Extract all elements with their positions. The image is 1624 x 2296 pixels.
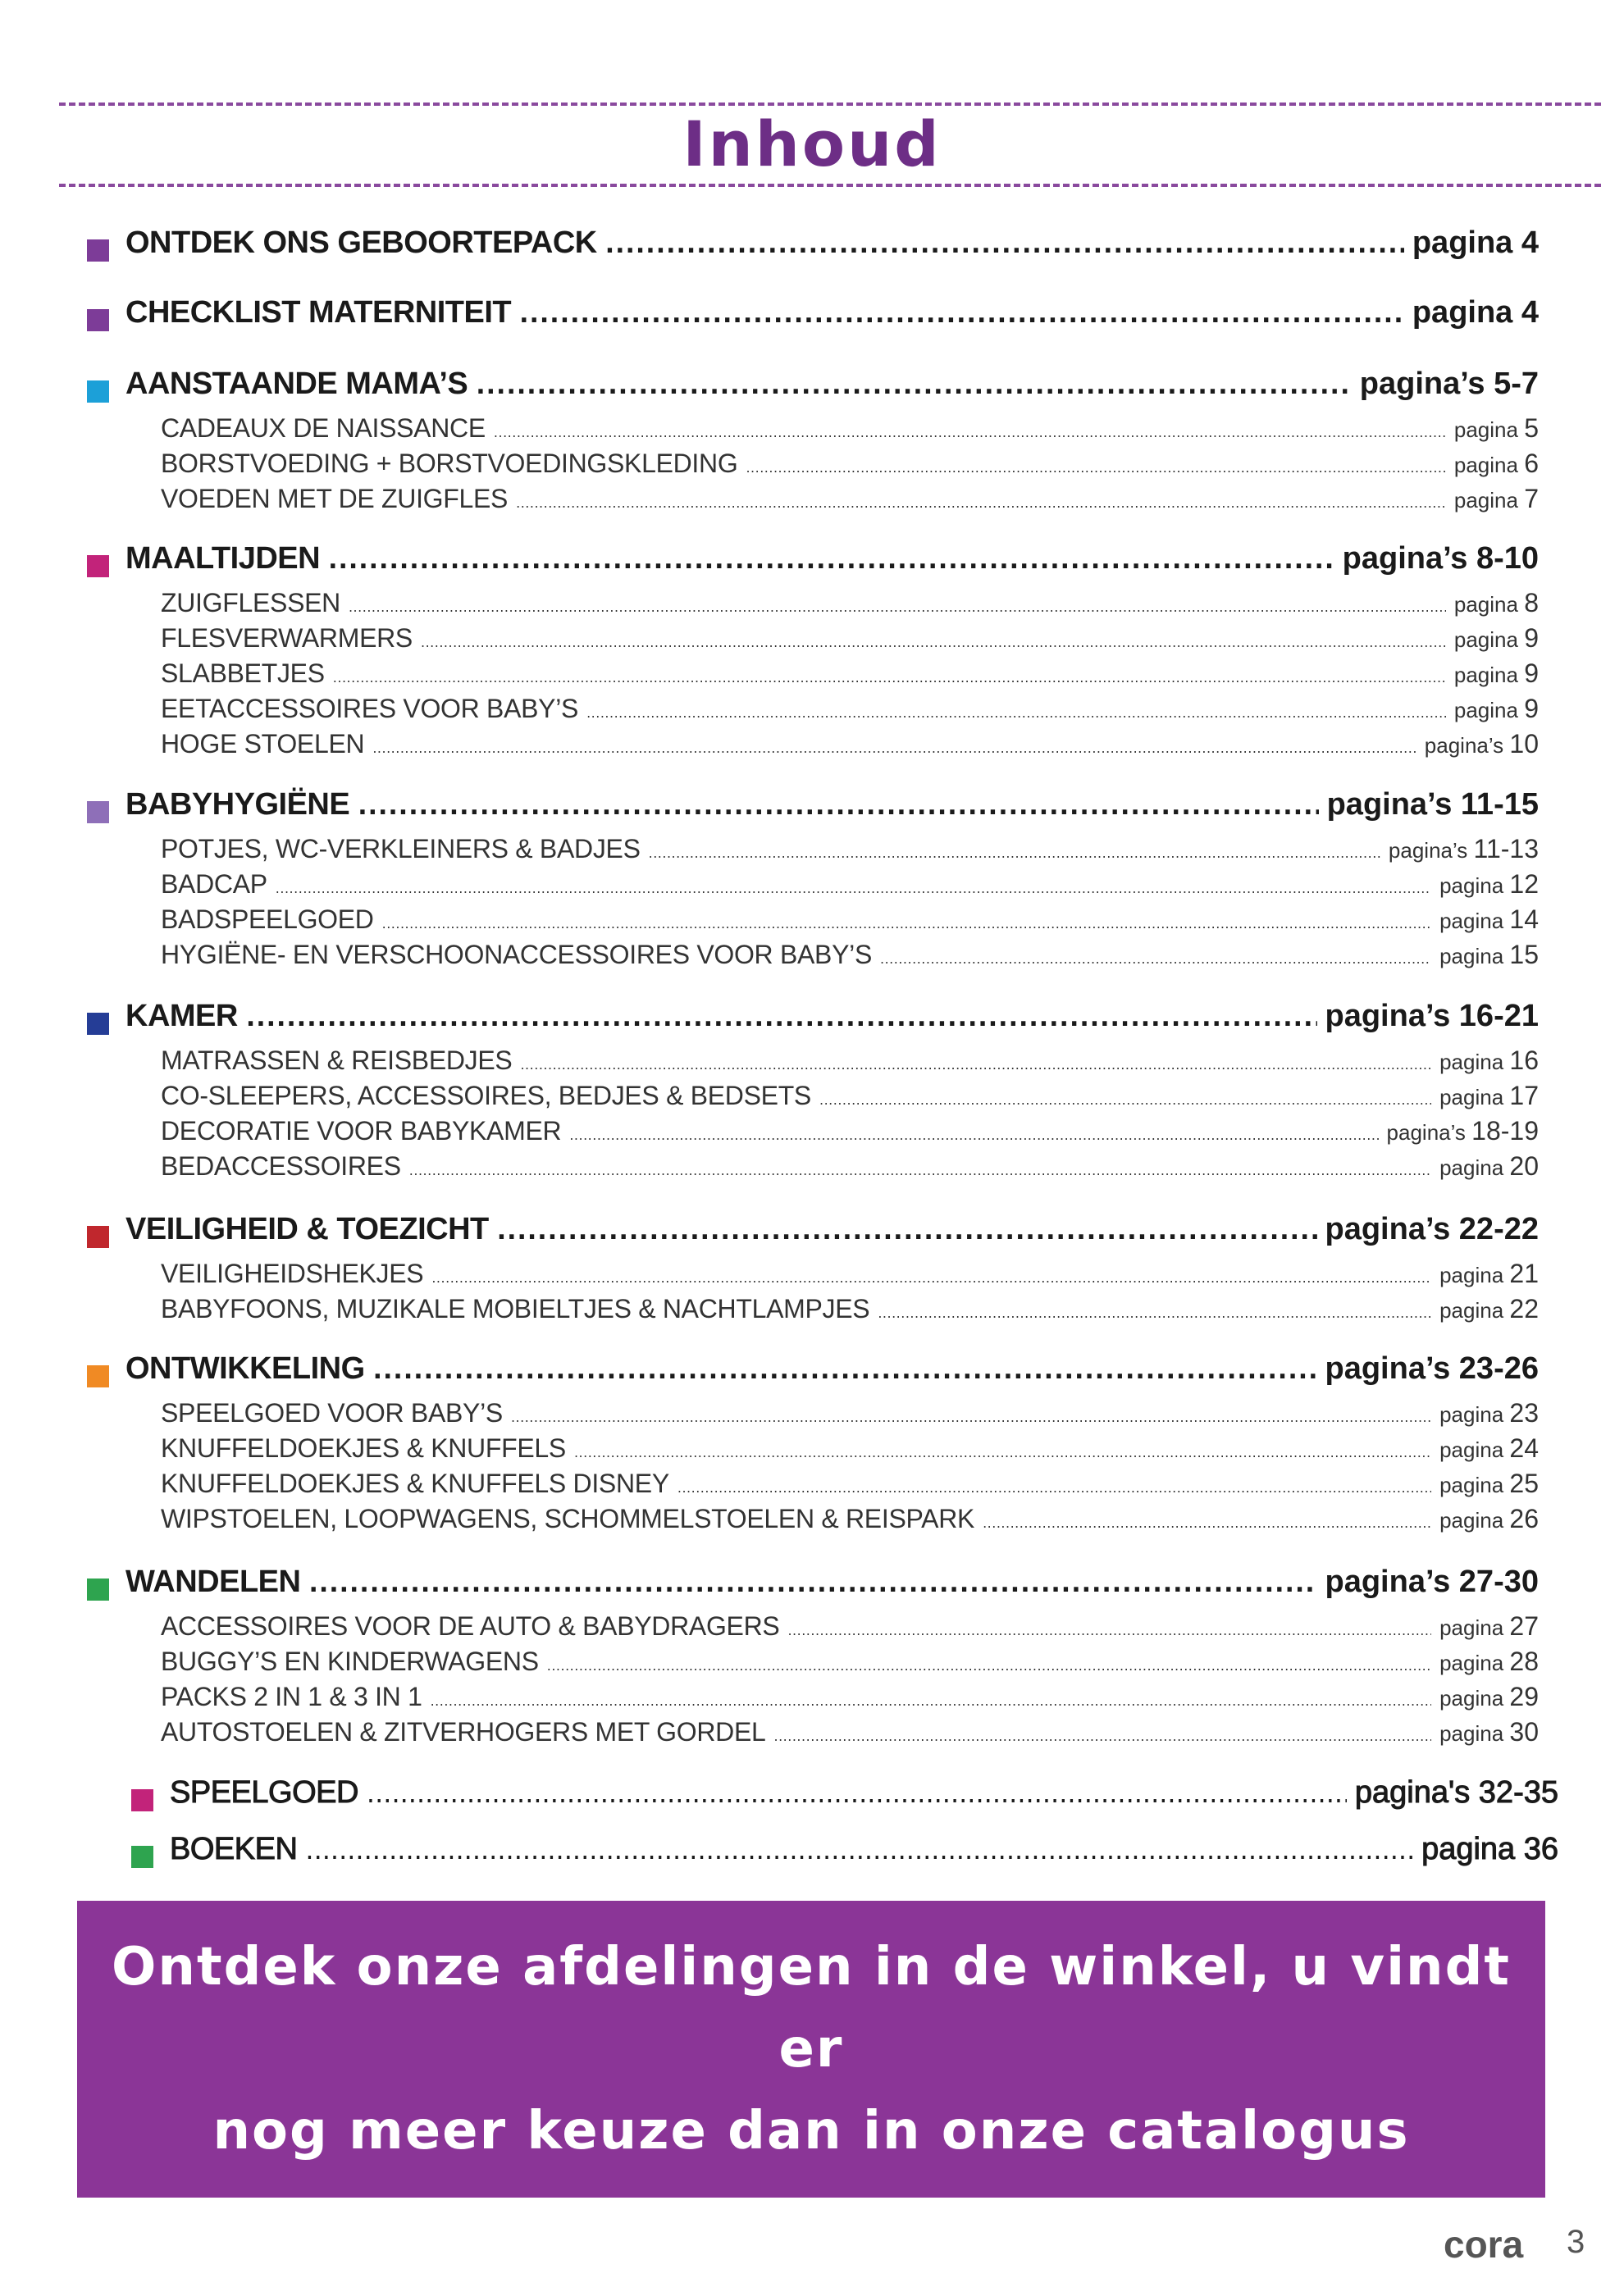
toc-subitem-row[interactable] bbox=[161, 1046, 1539, 1082]
toc-subitem-row[interactable] bbox=[161, 449, 1539, 485]
section-page-ref: pagina’s 8-10 bbox=[1342, 541, 1539, 576]
subitem-page-number: 17 bbox=[1509, 1081, 1539, 1110]
toc-section-row[interactable] bbox=[87, 226, 1539, 275]
toc-subitem-row[interactable] bbox=[161, 1081, 1539, 1117]
subitem-page-ref bbox=[1454, 484, 1539, 514]
bullet-square-icon bbox=[87, 555, 109, 577]
subitem-page-label: pagina bbox=[1439, 1298, 1504, 1323]
toc-subitem-row[interactable] bbox=[161, 1682, 1539, 1718]
toc-section-row[interactable] bbox=[87, 295, 1539, 344]
subitem-page-ref bbox=[1439, 869, 1539, 900]
subitem-page-label: pagina bbox=[1453, 627, 1518, 652]
subitem-page-number: 9 bbox=[1524, 658, 1539, 688]
subitem-page-number: 15 bbox=[1509, 940, 1539, 969]
subitem-title: BADSPEELGOED bbox=[161, 904, 374, 934]
subitem-title: BADCAP bbox=[161, 869, 267, 899]
subitem-title: KNUFFELDOEKJES & KNUFFELS bbox=[161, 1433, 566, 1463]
section-title: WANDELEN bbox=[125, 1565, 301, 1599]
dot-leader bbox=[305, 1834, 1413, 1866]
toc-subitem-row[interactable] bbox=[161, 869, 1539, 905]
section-page-ref: pagina 4 bbox=[1412, 295, 1539, 330]
dot-leader bbox=[880, 951, 1431, 967]
subitem-page-label: pagina bbox=[1439, 1651, 1504, 1675]
subitem-page-number: 10 bbox=[1509, 729, 1539, 758]
dot-leader bbox=[409, 1163, 1431, 1178]
subitem-page-ref bbox=[1439, 1081, 1539, 1111]
subitem-page-number: 28 bbox=[1509, 1647, 1539, 1676]
subitem-page-label: pagina bbox=[1453, 663, 1518, 687]
subitem-page-label: pagina bbox=[1439, 1437, 1504, 1462]
dot-leader bbox=[373, 1356, 1317, 1385]
subitem-page-label: pagina bbox=[1439, 1686, 1504, 1711]
brand-logo: cora bbox=[1444, 2223, 1524, 2266]
section-title: CHECKLIST MATERNITEIT bbox=[125, 295, 512, 330]
subitem-page-ref bbox=[1387, 1116, 1539, 1146]
subitem-title: BABYFOONS, MUZIKALE MOBIELTJES & NACHTLAMPJES bbox=[161, 1294, 870, 1323]
bullet-square-icon bbox=[131, 1846, 153, 1868]
toc-subitem-row[interactable] bbox=[161, 694, 1539, 730]
toc-subitem-row[interactable] bbox=[161, 1398, 1539, 1434]
subitem-page-number: 5 bbox=[1524, 413, 1539, 443]
subitem-page-label: pagina’s bbox=[1386, 1120, 1466, 1145]
dot-leader bbox=[787, 1623, 1431, 1638]
subitem-page-number: 20 bbox=[1509, 1151, 1539, 1181]
toc-subitem-row[interactable] bbox=[161, 1611, 1539, 1647]
toc-subitem-row[interactable] bbox=[161, 588, 1539, 624]
toc-subitem-row[interactable] bbox=[161, 1469, 1539, 1505]
subitem-page-number: 11-13 bbox=[1473, 834, 1539, 863]
toc-section-row[interactable] bbox=[87, 1212, 1539, 1261]
subitem-page-number: 26 bbox=[1509, 1504, 1539, 1533]
dot-leader bbox=[308, 1569, 1316, 1598]
subitem-page-ref bbox=[1439, 1294, 1539, 1324]
toc-subitem-row[interactable] bbox=[161, 413, 1539, 449]
subitem-page-label: pagina bbox=[1453, 592, 1518, 617]
subitem-page-ref bbox=[1439, 1398, 1539, 1428]
bullet-square-icon bbox=[87, 1578, 109, 1601]
dot-leader bbox=[431, 1270, 1431, 1286]
subitem-page-ref bbox=[1439, 1611, 1539, 1642]
toc-subitem-row[interactable] bbox=[161, 1259, 1539, 1295]
subitem-page-ref bbox=[1439, 1647, 1539, 1677]
subitem-page-ref bbox=[1454, 413, 1539, 444]
dot-leader bbox=[367, 1778, 1347, 1809]
subitem-title: POTJES, WC-VERKLEINERS & BADJES bbox=[161, 834, 641, 863]
toc-section-row[interactable] bbox=[87, 541, 1539, 590]
subitem-title: EETACCESSOIRES VOOR BABY’S bbox=[161, 694, 579, 723]
dot-leader bbox=[516, 495, 1446, 511]
dot-leader bbox=[421, 635, 1446, 650]
subitem-page-label: pagina bbox=[1453, 417, 1518, 442]
subitem-title: KNUFFELDOEKJES & KNUFFELS DISNEY bbox=[161, 1469, 669, 1498]
dot-leader bbox=[586, 705, 1446, 721]
banner-line-1: Ontdek onze afdelingen in de winkel, u vindt er bbox=[112, 1937, 1511, 2080]
toc-subitem-row[interactable] bbox=[161, 1647, 1539, 1683]
subitem-page-ref bbox=[1454, 658, 1539, 689]
section-page-ref: pagina’s 16-21 bbox=[1325, 999, 1539, 1033]
subitem-page-number: 25 bbox=[1509, 1469, 1539, 1498]
subitem-page-ref bbox=[1439, 1469, 1539, 1499]
subitem-page-number: 23 bbox=[1509, 1398, 1539, 1428]
toc-section-row[interactable] bbox=[87, 367, 1539, 416]
dot-leader bbox=[774, 1729, 1432, 1744]
dot-leader bbox=[520, 1057, 1431, 1073]
promo-banner bbox=[77, 1901, 1545, 2198]
subitem-page-number: 29 bbox=[1509, 1682, 1539, 1711]
subitem-page-number: 22 bbox=[1509, 1294, 1539, 1323]
dot-leader bbox=[372, 740, 1416, 756]
subitem-page-ref bbox=[1439, 1046, 1539, 1076]
dot-leader bbox=[649, 845, 1380, 861]
section-title: BOEKEN bbox=[170, 1832, 298, 1866]
dot-leader bbox=[878, 1305, 1431, 1321]
subitem-title: AUTOSTOELEN & ZITVERHOGERS MET GORDEL bbox=[161, 1717, 766, 1747]
toc-subitem-row[interactable] bbox=[161, 904, 1539, 941]
toc-subitem-row[interactable] bbox=[161, 834, 1539, 870]
section-title: KAMER bbox=[125, 999, 238, 1033]
subitem-title: ZUIGFLESSEN bbox=[161, 588, 340, 617]
dot-leader bbox=[349, 599, 1446, 615]
subitem-page-ref bbox=[1439, 1259, 1539, 1289]
subitem-page-label: pagina bbox=[1439, 1085, 1504, 1109]
bullet-square-icon bbox=[87, 1013, 109, 1035]
subitem-page-label: pagina bbox=[1439, 909, 1504, 933]
dot-leader bbox=[382, 916, 1431, 932]
dot-leader bbox=[569, 1128, 1378, 1143]
subitem-title: PACKS 2 IN 1 & 3 IN 1 bbox=[161, 1682, 422, 1711]
subitem-page-label: pagina bbox=[1439, 1615, 1504, 1640]
subitem-page-number: 18-19 bbox=[1471, 1116, 1539, 1146]
subitem-page-ref bbox=[1454, 694, 1539, 724]
subitem-page-ref bbox=[1439, 1717, 1539, 1747]
subitem-page-number: 7 bbox=[1524, 484, 1539, 513]
section-page-ref: pagina's 32-35 bbox=[1354, 1775, 1558, 1810]
subitem-title: VOEDEN MET DE ZUIGFLES bbox=[161, 484, 509, 513]
subitem-page-label: pagina’s bbox=[1388, 838, 1468, 863]
subitem-page-ref bbox=[1439, 1151, 1539, 1182]
toc-subitem-row[interactable] bbox=[161, 1116, 1539, 1152]
section-page-ref: pagina 36 bbox=[1421, 1832, 1558, 1866]
section-title: VEILIGHEID & TOEZICHT bbox=[125, 1212, 489, 1246]
subitem-title: CADEAUX DE NAISSANCE bbox=[161, 413, 486, 443]
subitem-page-ref bbox=[1454, 623, 1539, 654]
dot-leader bbox=[476, 371, 1352, 400]
toc-subitem-row[interactable] bbox=[161, 623, 1539, 659]
subitem-page-label: pagina bbox=[1453, 698, 1518, 722]
subitem-page-label: pagina bbox=[1439, 1402, 1504, 1427]
subitem-page-label: pagina bbox=[1439, 1263, 1504, 1287]
section-title: ONTWIKKELING bbox=[125, 1351, 365, 1386]
subitem-page-label: pagina bbox=[1439, 1473, 1504, 1497]
subitem-page-number: 21 bbox=[1509, 1259, 1539, 1288]
subitem-title: DECORATIE VOOR BABYKAMER bbox=[161, 1116, 562, 1146]
toc-section-row[interactable] bbox=[87, 999, 1539, 1048]
banner-line-2: nog meer keuze dan in onze catalogus bbox=[212, 2101, 1410, 2162]
toc-section-row[interactable] bbox=[87, 1565, 1539, 1614]
subitem-page-label: pagina bbox=[1439, 1155, 1504, 1180]
subitem-page-number: 27 bbox=[1509, 1611, 1539, 1641]
toc-subitem-row[interactable] bbox=[161, 1294, 1539, 1330]
subitem-page-label: pagina bbox=[1439, 1050, 1504, 1074]
toc-section-row[interactable] bbox=[87, 787, 1539, 836]
dot-leader bbox=[511, 1410, 1431, 1425]
toc-subitem-row[interactable] bbox=[161, 729, 1539, 765]
subitem-page-label: pagina bbox=[1439, 944, 1504, 968]
subitem-title: MATRASSEN & REISBEDJES bbox=[161, 1046, 513, 1075]
subitem-page-number: 9 bbox=[1524, 623, 1539, 653]
dot-leader bbox=[605, 230, 1404, 259]
subitem-page-ref bbox=[1439, 940, 1539, 970]
subitem-title: SLABBETJES bbox=[161, 658, 325, 688]
subitem-title: ACCESSOIRES VOOR DE AUTO & BABYDRAGERS bbox=[161, 1611, 780, 1641]
subitem-page-label: pagina’s bbox=[1424, 733, 1504, 758]
section-page-ref: pagina’s 11-15 bbox=[1326, 787, 1539, 822]
toc-subitem-row[interactable] bbox=[161, 658, 1539, 695]
toc-subitem-row[interactable] bbox=[161, 1151, 1539, 1187]
subitem-page-label: pagina bbox=[1453, 488, 1518, 512]
subitem-page-number: 24 bbox=[1509, 1433, 1539, 1463]
dot-leader bbox=[677, 1480, 1431, 1496]
toc-extra-section-row[interactable] bbox=[131, 1775, 1558, 1824]
bullet-square-icon bbox=[87, 380, 109, 403]
bullet-square-icon bbox=[87, 1365, 109, 1387]
toc-subitem-row[interactable] bbox=[161, 1717, 1539, 1753]
subitem-title: CO-SLEEPERS, ACCESSOIRES, BEDJES & BEDSETS bbox=[161, 1081, 811, 1110]
dot-leader bbox=[983, 1515, 1431, 1531]
bullet-square-icon bbox=[87, 239, 109, 262]
bullet-square-icon bbox=[87, 309, 109, 331]
dot-leader bbox=[328, 546, 1334, 575]
dot-leader bbox=[519, 300, 1404, 329]
dot-leader bbox=[547, 1658, 1431, 1674]
subitem-page-label: pagina bbox=[1453, 453, 1518, 477]
subitem-page-number: 9 bbox=[1524, 694, 1539, 723]
bullet-square-icon bbox=[131, 1789, 153, 1811]
section-title: BABYHYGIËNE bbox=[125, 787, 350, 822]
subitem-page-ref bbox=[1439, 1433, 1539, 1464]
dot-leader bbox=[497, 1217, 1317, 1246]
bullet-square-icon bbox=[87, 1226, 109, 1248]
page-number: 3 bbox=[1567, 2224, 1585, 2260]
subitem-title: HYGIËNE- EN VERSCHOONACCESSOIRES VOOR BABY’S bbox=[161, 940, 872, 969]
subitem-page-ref bbox=[1454, 449, 1539, 479]
dot-leader bbox=[431, 1693, 1432, 1709]
subitem-page-ref bbox=[1439, 904, 1539, 935]
dot-leader bbox=[494, 425, 1446, 440]
subitem-page-ref bbox=[1389, 834, 1539, 864]
subitem-page-label: pagina bbox=[1439, 1721, 1504, 1746]
subitem-page-number: 16 bbox=[1509, 1046, 1539, 1075]
dot-leader bbox=[333, 670, 1446, 686]
subitem-page-ref bbox=[1439, 1504, 1539, 1534]
section-page-ref: pagina’s 22-22 bbox=[1325, 1212, 1539, 1246]
subitem-page-label: pagina bbox=[1439, 1508, 1504, 1533]
subitem-page-number: 8 bbox=[1524, 588, 1539, 617]
subitem-page-number: 30 bbox=[1509, 1717, 1539, 1747]
section-page-ref: pagina’s 23-26 bbox=[1325, 1351, 1539, 1386]
page-title: Inhoud bbox=[682, 107, 942, 180]
subitem-title: WIPSTOELEN, LOOPWAGENS, SCHOMMELSTOELEN & REISPARK bbox=[161, 1504, 975, 1533]
subitem-page-ref bbox=[1439, 1682, 1539, 1712]
dot-leader bbox=[819, 1092, 1431, 1108]
dot-leader bbox=[746, 460, 1445, 476]
dot-leader bbox=[574, 1445, 1431, 1460]
toc-extra-section-row[interactable] bbox=[131, 1832, 1558, 1881]
dot-leader bbox=[358, 792, 1318, 821]
dot-leader bbox=[246, 1004, 1317, 1032]
section-page-ref: pagina 4 bbox=[1412, 226, 1539, 260]
bottom-dashed-divider bbox=[59, 184, 1601, 187]
subitem-page-label: pagina bbox=[1439, 873, 1504, 898]
subitem-title: SPEELGOED VOOR BABY’S bbox=[161, 1398, 503, 1428]
subitem-page-number: 6 bbox=[1524, 449, 1539, 478]
dot-leader bbox=[276, 881, 1431, 896]
bullet-square-icon bbox=[87, 801, 109, 823]
subitem-title: BEDACCESSOIRES bbox=[161, 1151, 401, 1181]
section-page-ref: pagina’s 27-30 bbox=[1325, 1565, 1539, 1599]
section-title: AANSTAANDE MAMA’S bbox=[125, 367, 468, 401]
section-page-ref: pagina’s 5-7 bbox=[1359, 367, 1539, 401]
section-title: ONTDEK ONS GEBOORTEPACK bbox=[125, 226, 597, 260]
toc-subitem-row[interactable] bbox=[161, 940, 1539, 976]
subitem-page-number: 12 bbox=[1509, 869, 1539, 899]
subitem-title: BORSTVOEDING + BORSTVOEDINGSKLEDING bbox=[161, 449, 738, 478]
subitem-page-ref bbox=[1425, 729, 1539, 759]
section-title: SPEELGOED bbox=[170, 1775, 358, 1810]
subitem-page-number: 14 bbox=[1509, 904, 1539, 934]
subitem-title: HOGE STOELEN bbox=[161, 729, 365, 758]
subitem-title: BUGGY’S EN KINDERWAGENS bbox=[161, 1647, 539, 1676]
subitem-page-ref bbox=[1454, 588, 1539, 618]
toc-subitem-row[interactable] bbox=[161, 484, 1539, 520]
subitem-title: VEILIGHEIDSHEKJES bbox=[161, 1259, 424, 1288]
toc-subitem-row[interactable] bbox=[161, 1504, 1539, 1540]
section-title: MAALTIJDEN bbox=[125, 541, 321, 576]
toc-subitem-row[interactable] bbox=[161, 1433, 1539, 1469]
subitem-title: FLESVERWARMERS bbox=[161, 623, 413, 653]
toc-section-row[interactable] bbox=[87, 1351, 1539, 1401]
